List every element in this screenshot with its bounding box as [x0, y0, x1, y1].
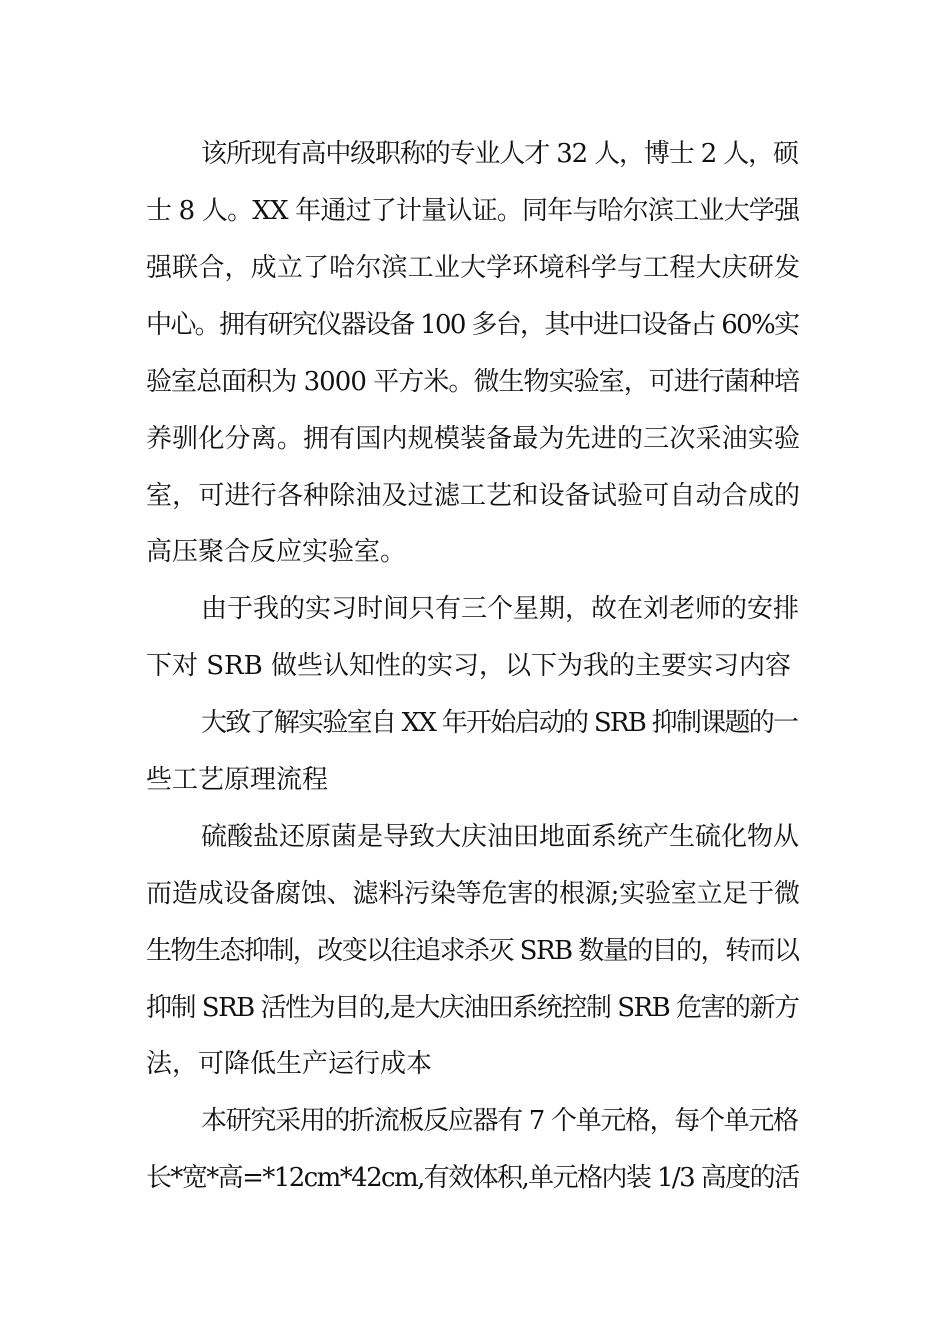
text-line: 大致了解实验室自 XX 年开始启动的 SRB 抑制课题的一 — [201, 708, 798, 738]
text-line: 生物生态抑制，改变以往追求杀灭 SRB 数量的目的，转而以 — [146, 936, 799, 966]
text-line: 些工艺原理流程 — [146, 765, 329, 795]
text-line: 室，可进行各种除油及过滤工艺和设备试验可自动合成的 — [146, 481, 801, 511]
text-line: 养驯化分离。拥有国内规模装备最为先进的三次采油实验 — [146, 424, 801, 454]
text-line: 而造成设备腐蚀、滤料污染等危害的根源;实验室立足于微 — [146, 879, 800, 909]
text-line: 下对 SRB 做些认知性的实习，以下为我的主要实习内容 — [146, 651, 792, 681]
text-line: 强联合，成立了哈尔滨工业大学环境科学与工程大庆研发 — [146, 253, 801, 283]
text-line: 士 8 人。XX 年通过了计量认证。同年与哈尔滨工业大学强 — [146, 196, 800, 226]
text-line: 抑制 SRB 活性为目的,是大庆油田系统控制 SRB 危害的新方 — [146, 993, 799, 1023]
text-line: 中心。拥有研究仪器设备 100 多台，其中进口设备占 60%实 — [146, 310, 799, 340]
text-line: 法，可降低生产运行成本 — [146, 1049, 433, 1079]
text-line: 该所现有高中级职称的专业人才 32 人，博士 2 人，硕 — [201, 139, 798, 169]
text-line: 本研究采用的折流板反应器有 7 个单元格，每个单元格 — [201, 1106, 798, 1136]
text-line: 硫酸盐还原菌是导致大庆油田地面系统产生硫化物从 — [201, 822, 799, 852]
text-line: 验室总面积为 3000 平方米。微生物实验室，可进行菌种培 — [146, 367, 800, 397]
text-line: 长*宽*高=*12cm*42cm,有效体积,单元格内装 1/3 高度的活 — [146, 1163, 799, 1193]
text-line: 高压聚合反应实验室。 — [146, 537, 407, 567]
text-line: 由于我的实习时间只有三个星期，故在刘老师的安排 — [201, 594, 799, 624]
